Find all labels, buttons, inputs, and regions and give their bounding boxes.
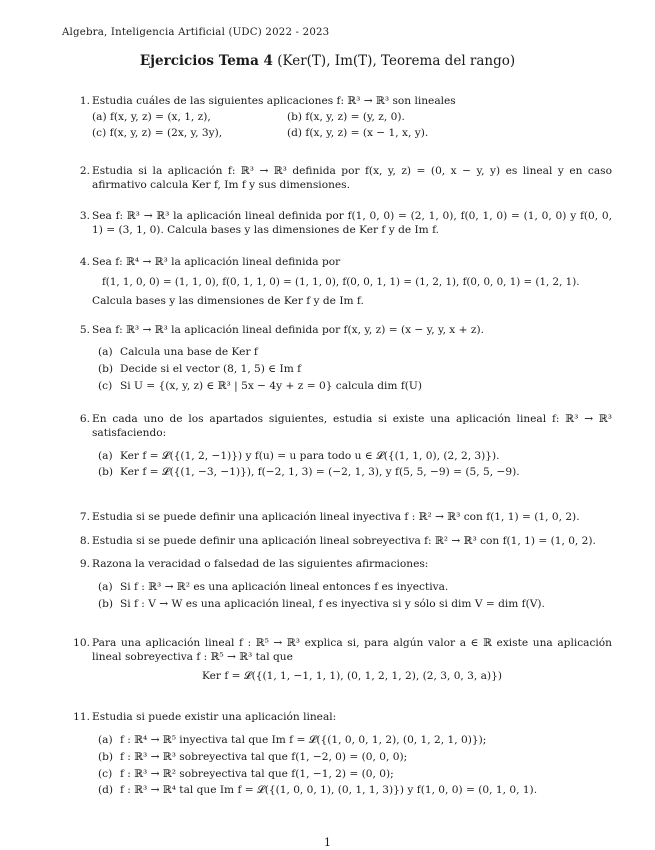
- exercise-text: Sea f: ℝ³ → ℝ³ la aplicación lineal definida por f(1, 0, 0) = (2, 1, 0), f(0, 1, 0) = (1, 0, 0) y f(0, 0, 1) = (3, 1, 0). Calcula bases y las dimensiones de Ker f y de Im f.: [92, 210, 612, 236]
- subitem: [98, 768, 612, 782]
- exercise-text: Razona la veracidad o falsedad de las siguientes afirmaciones:: [92, 558, 429, 570]
- exercise-text: Estudia si se puede definir una aplicación lineal sobreyectiva f: ℝ² → ℝ³ con f(1, 1) = (1, 0, 2).: [92, 535, 596, 547]
- exercise-number: 4.: [79, 256, 90, 268]
- option-d: (d) f(x, y, z) = (x − 1, x, y).: [287, 126, 429, 139]
- exercise-number: 6.: [79, 413, 90, 425]
- page-title: [0, 53, 655, 71]
- subitem-text: Ker f = 𝓛({(1, 2, −1)}) y f(u) = u para todo u ∈ 𝓛({(1, 1, 0), (2, 2, 3)}).: [120, 449, 500, 462]
- exercise-number: 1.: [79, 95, 90, 107]
- subitem-label: (b): [98, 750, 114, 763]
- exercise-number: 11.: [73, 711, 90, 723]
- subitem: [98, 751, 612, 765]
- subitem-text: f : ℝ³ → ℝ² sobreyectiva tal que f(1, −1, 2) = (0, 0);: [120, 767, 394, 780]
- exercise-text: Estudia si se puede definir una aplicación lineal inyectiva f : ℝ² → ℝ³ con f(1, 1) = (1, 0, 2).: [92, 511, 580, 523]
- course-header: Algebra, Inteligencia Artificial (UDC) 2022 - 2023: [62, 27, 330, 38]
- exercise-text: Sea f: ℝ⁴ → ℝ³ la aplicación lineal definida por: [92, 256, 341, 268]
- exercise-number: 9.: [79, 558, 90, 570]
- subitem-label: (b): [98, 466, 114, 479]
- subitem-text: Calcula una base de Ker f: [120, 346, 258, 358]
- page-number: 1: [324, 836, 331, 849]
- subitem-label: (a): [98, 449, 113, 462]
- subitem-label: (b): [98, 597, 114, 610]
- subitem: [98, 598, 612, 612]
- subitem-label: (a): [98, 346, 113, 358]
- exercise-number: 3.: [79, 210, 90, 222]
- exercise-text: Estudia cuáles de las siguientes aplicaciones f: ℝ³ → ℝ³ son lineales: [92, 95, 456, 107]
- subitem-label: (a): [98, 734, 113, 746]
- exercise-text: Sea f: ℝ³ → ℝ³ la aplicación lineal definida por f(x, y, z) = (x − y, y, x + z).: [92, 324, 484, 336]
- subitem-text: f : ℝ³ → ℝ³ sobreyectiva tal que f(1, −2, 0) = (0, 0, 0);: [120, 750, 408, 763]
- subitem-text: Si f : ℝ³ → ℝ² es una aplicación lineal entonces f es inyectiva.: [120, 581, 449, 593]
- subitem-label: (c): [98, 767, 113, 780]
- exercise-text: Para una aplicación lineal f : ℝ⁵ → ℝ³ explica si, para algún valor a ∈ ℝ existe una aplicación lineal sobreyectiva f : ℝ⁵ → ℝ³ tal que: [92, 637, 612, 663]
- subitem-label: (c): [98, 379, 113, 392]
- exercise-followup: Calcula bases y las dimensiones de Ker f y de Im f.: [92, 295, 364, 307]
- exercise-text: Estudia si la aplicación f: ℝ³ → ℝ³ definida por f(x, y, z) = (0, x − y, y) es lineal y en caso afirmativo calcula Ker f, Im f y sus dimensiones.: [92, 165, 612, 191]
- subitem-text: f : ℝ³ → ℝ⁴ tal que Im f = 𝓛({(1, 0, 0, 1), (0, 1, 1, 3)}) y f(1, 0, 0) = (0, 1, 0, 1).: [120, 784, 538, 797]
- exercise-text: Estudia si puede existir una aplicación lineal:: [92, 711, 337, 723]
- subitem: [98, 363, 612, 377]
- exercise-number: 5.: [79, 324, 90, 336]
- exercise-formula: f(1, 1, 0, 0) = (1, 1, 0), f(0, 1, 1, 0) = (1, 1, 0), f(0, 0, 1, 1) = (1, 2, 1), f(0, 0, 0, 1) = (1, 2, 1).: [102, 276, 580, 288]
- title-rest: (Ker(T), Im(T), Teorema del rango): [277, 53, 516, 69]
- option-b: (b) f(x, y, z) = (y, z, 0).: [287, 111, 405, 123]
- subitem: [98, 380, 612, 394]
- exercise-number: 7.: [79, 511, 90, 523]
- subitem-text: f : ℝ⁴ → ℝ⁵ inyectiva tal que Im f = 𝓛({(1, 0, 0, 1, 2), (0, 1, 2, 1, 0)});: [120, 734, 487, 746]
- subitem-text: Si f : V → W es una aplicación lineal, f es inyectiva si y sólo si dim V = dim f(V).: [120, 597, 545, 610]
- subitem: [98, 450, 612, 464]
- subitem: [98, 581, 612, 595]
- subitem: [98, 734, 612, 748]
- subitem-text: Ker f = 𝓛({(1, −3, −1)}), f(−2, 1, 3) = (−2, 1, 3), y f(5, 5, −9) = (5, 5, −9).: [120, 466, 520, 479]
- option-a: (a) f(x, y, z) = (x, 1, z),: [92, 111, 211, 123]
- subitem-label: (d): [98, 784, 114, 797]
- subitem-text: Decide si el vector (8, 1, 5) ∈ Im f: [120, 362, 302, 375]
- exercise-number: 8.: [79, 535, 90, 547]
- exercise-formula: Ker f = 𝓛({(1, 1, −1, 1, 1), (0, 1, 2, 1, 2), (2, 3, 0, 3, a)}): [202, 669, 502, 682]
- subitem-text: Si U = {(x, y, z) ∈ ℝ³ | 5x − 4y + z = 0} calcula dim f(U): [120, 379, 422, 392]
- subitem-label: (a): [98, 581, 113, 593]
- subitem: [98, 346, 612, 360]
- title-bold: Ejercicios Tema 4: [139, 53, 273, 69]
- subitem-label: (b): [98, 362, 114, 375]
- subitem: [98, 466, 612, 480]
- option-c: (c) f(x, y, z) = (2x, y, 3y),: [92, 126, 223, 139]
- exercise-number: 2.: [79, 165, 90, 177]
- exercise-text: En cada uno de los apartados siguientes, estudia si existe una aplicación lineal f: ℝ³ → ℝ³ satisfaciendo:: [92, 413, 612, 439]
- subitem: [98, 784, 612, 798]
- exercise-number: 10.: [73, 637, 90, 649]
